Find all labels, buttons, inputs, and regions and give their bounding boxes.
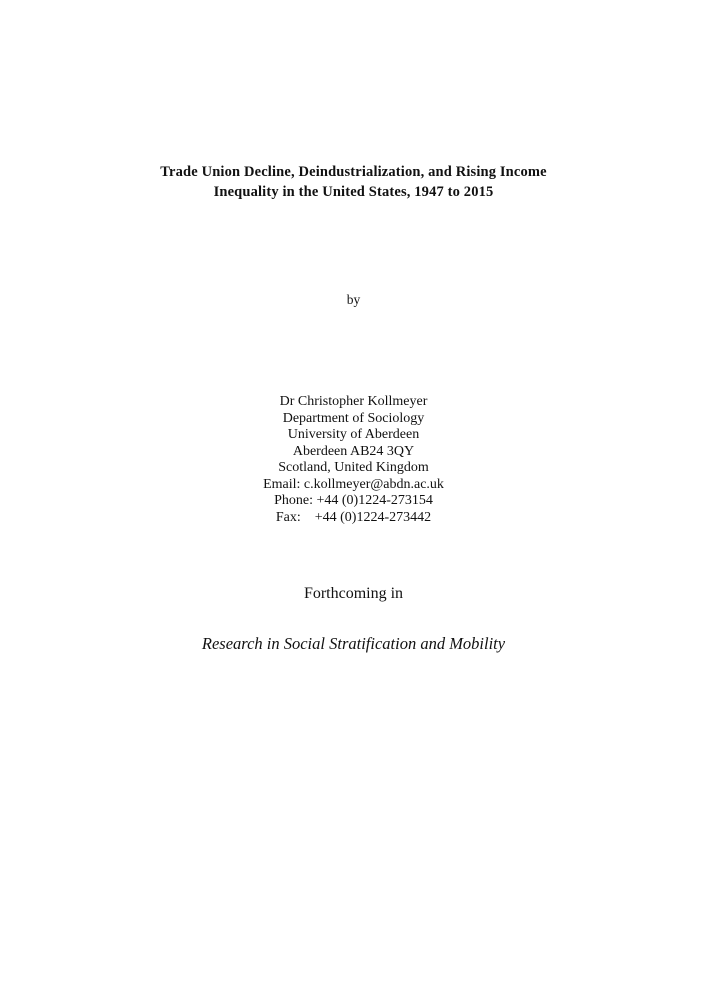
author-fax: Fax: +44 (0)1224-273442 [275,509,432,525]
forthcoming-label: Forthcoming in [303,585,404,602]
author-university: University of Aberdeen [287,427,420,442]
title-line-2: Inequality in the United States, 1947 to 2015 [213,184,494,200]
author-phone: Phone: +44 (0)1224-273154 [274,493,433,508]
author-postcode: Aberdeen AB24 3QY [292,443,415,459]
title-line-1: Trade Union Decline, Deindustrialization, and Rising Income [160,164,547,180]
author-email: Email: c.kollmeyer@abdn.ac.uk [263,476,444,492]
author-name: Dr Christopher Kollmeyer [279,394,428,409]
author-country: Scotland, United Kingdom [278,460,429,475]
byline: by [346,292,361,307]
author-affiliation-block [0,394,707,526]
journal-name: Research in Social Stratification and Mobility [201,634,506,653]
page-title [0,162,707,202]
author-department: Department of Sociology [282,410,425,426]
